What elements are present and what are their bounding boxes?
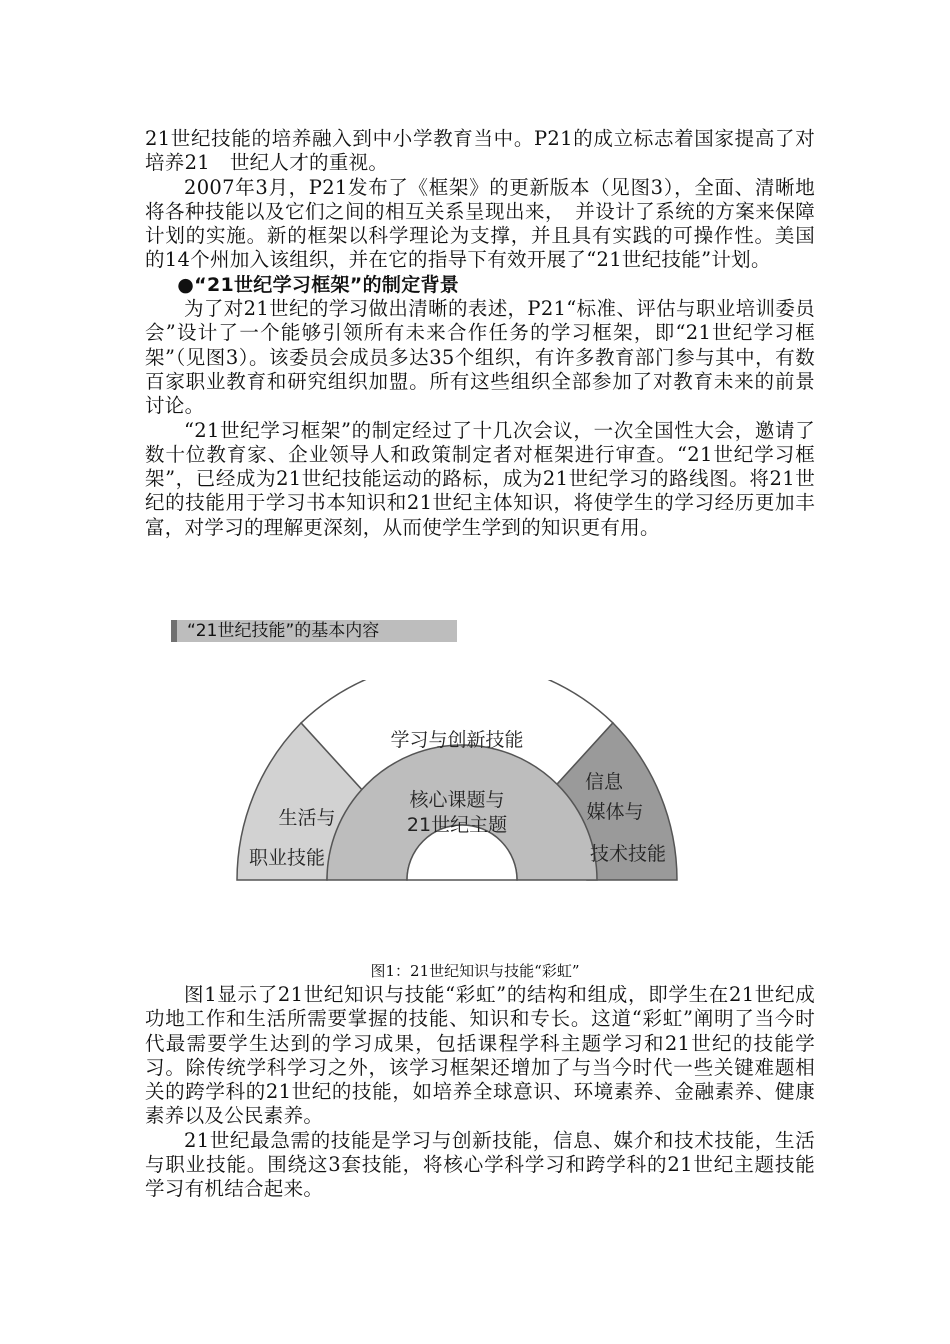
label-life-career-1: 生活与 [278, 807, 336, 829]
figure-caption: 图1：21世纪知识与技能“彩虹” [370, 962, 580, 980]
body-text-lower [145, 983, 815, 1202]
label-learning-innovation: 学习与创新技能 [390, 729, 524, 751]
section-heading-background: ●“21世纪学习框架”的制定背景 [177, 273, 460, 296]
label-info-media-2: 媒体与 [586, 801, 644, 823]
paragraph-framework-design: 为了对21世纪的学习做出清晰的表述，P21“标准、评估与职业培训委员会”设计了一个能够引领所有未来合作任务的学习框架，即“21世纪学习框架”（见图3）。该委员会成员多达35个组织，有许多教育部门参与其中，有数百家职业教育和研究组织加盟。所有这些组织全部参加了对教育未来的前景讨论。 [145, 297, 815, 418]
label-info-media-1: 信息 [584, 771, 624, 793]
label-info-media-3: 技术技能 [589, 843, 667, 865]
section-label-basic-content: “21世纪技能”的基本内容 [171, 620, 457, 642]
paragraph-framework-update: 2007年3月，P21发布了《框架》的更新版本（见图3），全面、清晰地将各种技能以及它们之间的相互关系呈现出来， 并设计了系统的方案来保障计划的实施。新的框架以科学理论为支撑，并且具有实践的可操作性。美国的14个州加入该组织，并在它的指导下有效开展了“21世纪技能”计划。 [145, 175, 815, 272]
label-core-1: 核心课题与 [409, 789, 505, 811]
body-text-upper [145, 127, 815, 540]
skills-rainbow-diagram [232, 680, 692, 890]
paragraph-framework-review: “21世纪学习框架”的制定经过了十几次会议，一次全国性大会，邀请了数十位教育家、企业领导人和政策制定者对框架进行审查。“21世纪学习框架”，已经成为21世纪技能运动的路标，成为21世纪学习的路线图。将21世纪的技能用于学习书本知识和21世纪主体知识，将使学生的学习经历更加丰富，对学习的理解更深刻，从而使学生学到的知识更有用。 [145, 418, 815, 539]
label-life-career-2: 职业技能 [248, 847, 326, 869]
label-core-2: 21世纪主题 [406, 814, 508, 836]
paragraph-rainbow-explained: 图1显示了21世纪知识与技能“彩虹”的结构和组成，即学生在21世纪成功地工作和生活所需要掌握的技能、知识和专长。这道“彩虹”阐明了当今时代最需要学生达到的学习成果，包括课程学科主题学习和21世纪的技能学习。除传统学科学习之外，该学习框架还增加了与当今时代一些关键难题相关的跨学科的21世纪的技能，如培养全球意识、环境素养、金融素养、健康素养以及公民素养。 [145, 983, 815, 1128]
paragraph-three-skill-sets: 21世纪最急需的技能是学习与创新技能，信息、媒介和技术技能，生活与职业技能。围绕这3套技能，将核心学科学习和跨学科的21世纪主题技能学习有机结合起来。 [145, 1128, 815, 1201]
paragraph-p21-intro: 21世纪技能的培养融入到中小学教育当中。P21的成立标志着国家提高了对培养21 世纪人才的重视。 [145, 127, 815, 175]
